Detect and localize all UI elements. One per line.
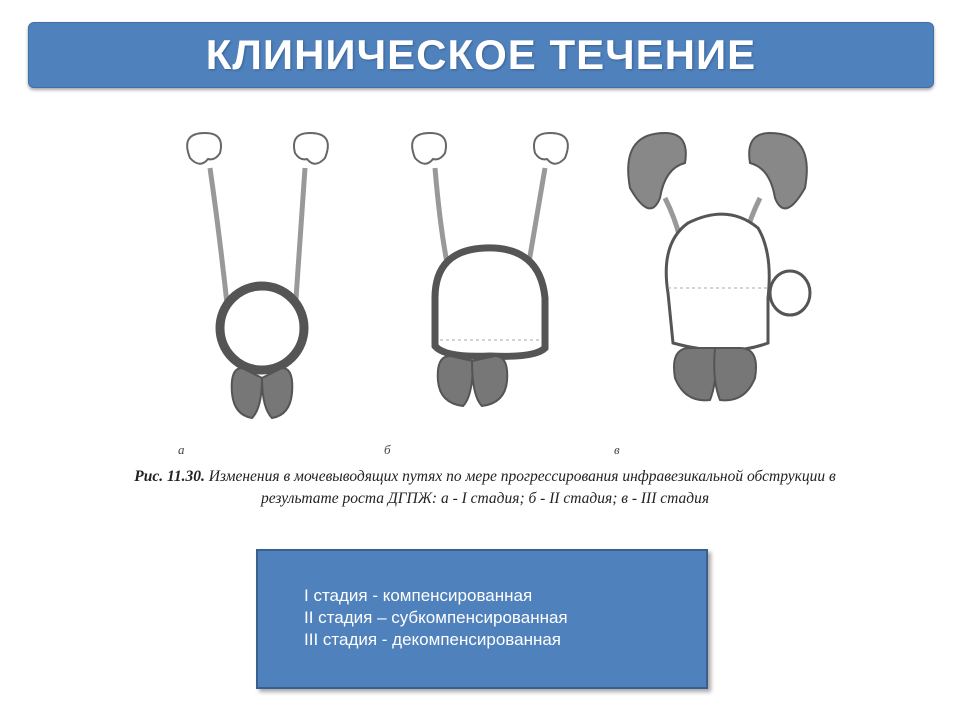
urinary-tract-figure [150,118,850,463]
stages-box [256,549,708,689]
urinary-tract-drawings [150,118,850,463]
caption-label: Рис. 11.30. [134,468,205,485]
stage-item: III стадия - декомпенсированная [304,630,562,649]
slide-title: КЛИНИЧЕСКОЕ ТЕЧЕНИЕ [205,31,757,78]
stage-item: I стадия - компенсированная [304,586,533,605]
panel-label-a: а [178,442,185,457]
stages-list [304,585,568,651]
panel-label-b: б [384,442,391,457]
title-bar [28,22,934,88]
figure-caption [100,466,870,510]
stage-item: II стадия – субкомпенсированная [304,608,568,627]
drawing-stage-3 [628,133,810,400]
drawing-stage-1 [187,133,328,418]
panel-label-c: в [614,442,620,457]
drawing-stage-2 [412,133,568,406]
caption-text: Изменения в мочевыводящих путях по мере прогрессирования инфравезикальной обструкции в результате роста ДГПЖ: а - I стадия; б - II стадия; в - III стадия [208,468,836,507]
